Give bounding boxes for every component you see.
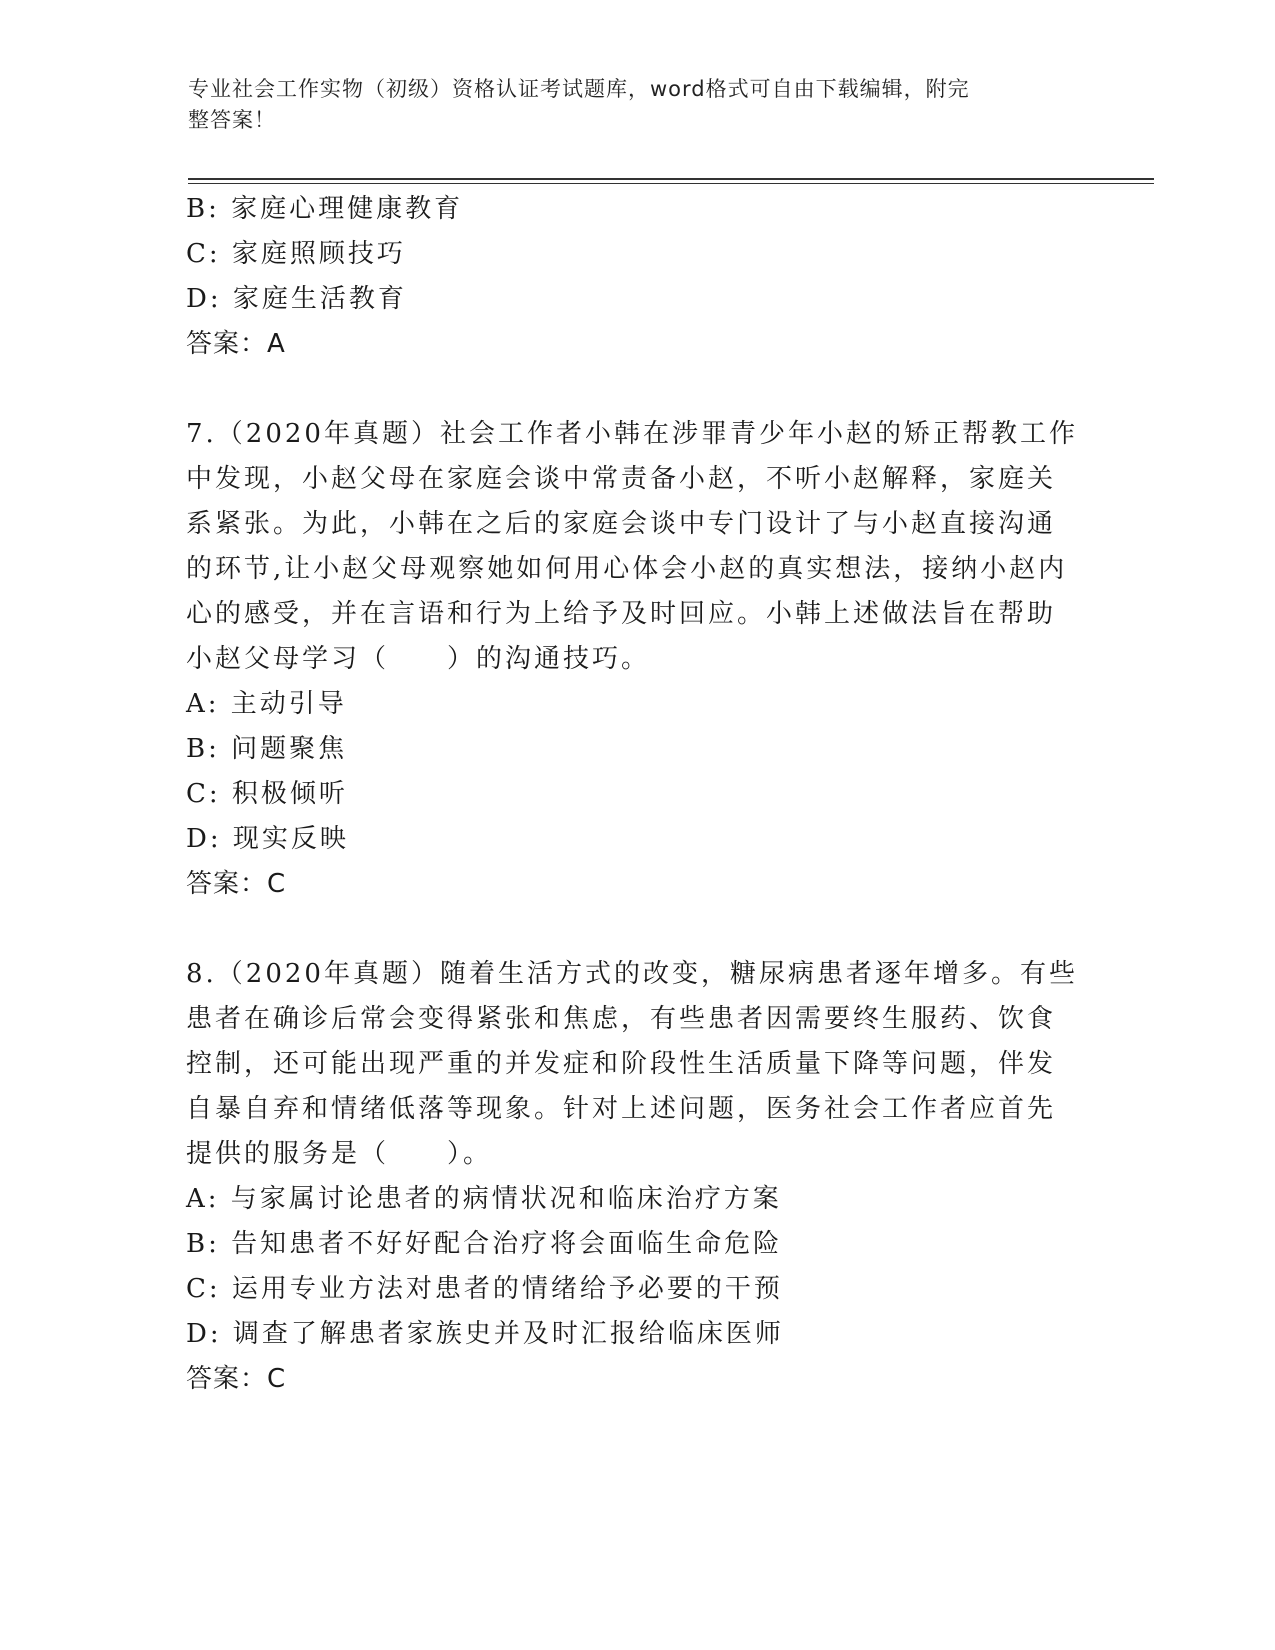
question-stem-line: 中发现，小赵父母在家庭会谈中常责备小赵，不听小赵解释，家庭关 xyxy=(186,464,1057,494)
question-stem-line: 7.（2020年真题）社会工作者小韩在涉罪青少年小赵的矫正帮教工作 xyxy=(186,419,1078,449)
answer-line: 答案：A xyxy=(186,329,286,359)
answer-line: 答案：C xyxy=(186,869,287,899)
option-a: A: 与家属讨论患者的病情状况和临床治疗方案 xyxy=(186,1184,782,1214)
question-stem-line: 提供的服务是（ ）。 xyxy=(186,1139,493,1169)
header-line-1: 专业社会工作实物（初级）资格认证考试题库，word格式可自由下载编辑，附完 xyxy=(188,77,970,101)
option-c: C: 积极倾听 xyxy=(186,779,348,809)
question-stem-line: 患者在确诊后常会变得紧张和焦虑，有些患者因需要终生服药、饮食 xyxy=(186,1004,1057,1034)
question-stem-line: 心的感受，并在言语和行为上给予及时回应。小韩上述做法旨在帮助 xyxy=(186,599,1057,629)
option-b: B: 家庭心理健康教育 xyxy=(186,194,464,224)
option-c: C: 家庭照顾技巧 xyxy=(186,239,406,269)
question-stem-line: 系紧张。为此，小韩在之后的家庭会谈中专门设计了与小赵直接沟通 xyxy=(186,509,1057,539)
option-d: D: 家庭生活教育 xyxy=(186,284,407,314)
question-stem-line: 控制，还可能出现严重的并发症和阶段性生活质量下降等问题，伴发 xyxy=(186,1049,1057,1079)
header-line-2: 整答案！ xyxy=(188,108,276,132)
option-a: A: 主动引导 xyxy=(186,689,347,719)
option-b: B: 问题聚焦 xyxy=(186,734,348,764)
option-d: D: 调查了解患者家族史并及时汇报给临床医师 xyxy=(186,1319,784,1349)
question-stem-line: 8.（2020年真题）随着生活方式的改变，糖尿病患者逐年增多。有些 xyxy=(186,959,1078,989)
previous-question-tail xyxy=(186,187,1066,367)
spacer xyxy=(186,367,1066,412)
option-b: B: 告知患者不好好配合治疗将会面临生命危险 xyxy=(186,1229,783,1259)
question-7 xyxy=(186,412,1078,907)
document-body xyxy=(186,187,1078,1402)
spacer xyxy=(186,907,1066,952)
answer-line: 答案：C xyxy=(186,1364,287,1394)
question-8 xyxy=(186,952,1078,1402)
page-header xyxy=(188,74,1068,136)
question-stem-line: 小赵父母学习（ ）的沟通技巧。 xyxy=(186,644,651,674)
option-c: C: 运用专业方法对患者的情绪给予必要的干预 xyxy=(186,1274,783,1304)
question-stem-line: 的环节,让小赵父母观察她如何用心体会小赵的真实想法，接纳小赵内 xyxy=(186,554,1068,584)
header-divider xyxy=(188,178,1154,184)
question-stem-line: 自暴自弃和情绪低落等现象。针对上述问题，医务社会工作者应首先 xyxy=(186,1094,1057,1124)
option-d: D: 现实反映 xyxy=(186,824,349,854)
